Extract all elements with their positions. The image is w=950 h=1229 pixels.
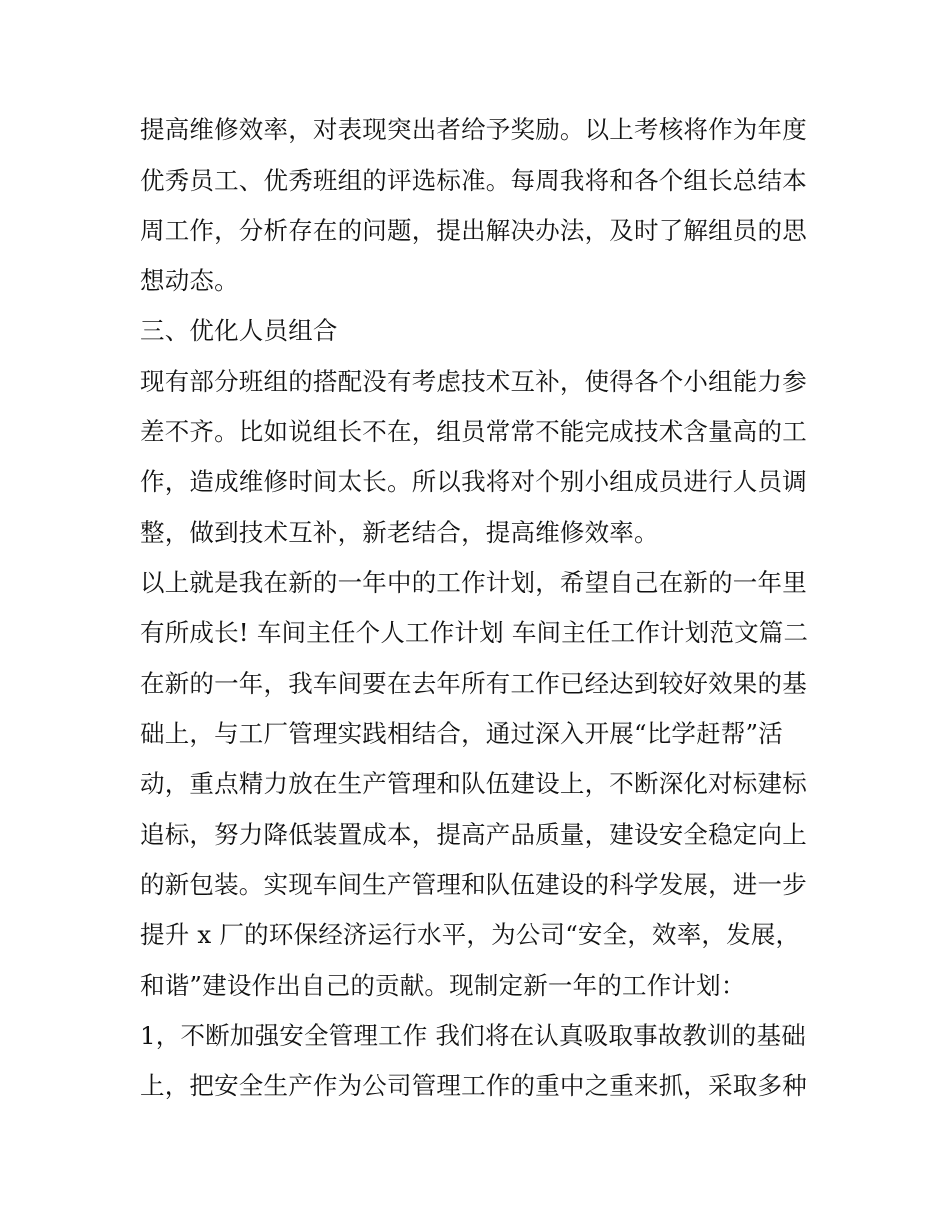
text-line: 差不齐。比如说组长不在，组员常常不能完成技术含量高的工 bbox=[140, 417, 807, 446]
text-line: 周工作，分析存在的问题，提出解决办法，及时了解组员的思 bbox=[140, 216, 807, 245]
text-line: 的新包装。实现车间生产管理和队伍建设的科学发展，进一步 bbox=[140, 870, 807, 899]
text-line: 追标，努力降低装置成本，提高产品质量，建设安全稳定向上 bbox=[140, 820, 807, 849]
text-line: 优秀员工、优秀班组的评选标准。每周我将和各个组长总结本 bbox=[140, 166, 807, 195]
text-line: 以上就是我在新的一年中的工作计划，希望自己在新的一年里 bbox=[140, 568, 807, 597]
text-line: 作，造成维修时间太长。所以我将对个别小组成员进行人员调 bbox=[140, 467, 807, 496]
text-line: 1，不断加强安全管理工作 我们将在认真吸取事故教训的基础 bbox=[140, 1021, 806, 1050]
text-line: 提升 x 厂的环保经济运行水平，为公司“安全，效率，发展， bbox=[140, 920, 801, 949]
text-line: 上，把安全生产作为公司管理工作的重中之重来抓，采取多种 bbox=[140, 1071, 807, 1100]
text-line: 础上，与工厂管理实践相结合，通过深入开展“比学赶帮”活 bbox=[140, 719, 783, 748]
text-line: 和谐”建设作出自己的贡献。现制定新一年的工作计划： bbox=[140, 971, 746, 1000]
text-line: 提高维修效率，对表现突出者给予奖励。以上考核将作为年度 bbox=[140, 115, 807, 144]
section-heading: 三、优化人员组合 bbox=[140, 316, 338, 345]
text-line: 有所成长! 车间主任个人工作计划 车间主任工作计划范文篇二 bbox=[140, 618, 809, 647]
text-line: 动，重点精力放在生产管理和队伍建设上，不断深化对标建标 bbox=[140, 769, 807, 798]
text-line: 现有部分班组的搭配没有考虑技术互补，使得各个小组能力参 bbox=[140, 367, 807, 396]
text-line: 想动态。 bbox=[140, 266, 239, 295]
text-line: 在新的一年，我车间要在去年所有工作已经达到较好效果的基 bbox=[140, 669, 807, 698]
text-line: 整，做到技术互补，新老结合，提高维修效率。 bbox=[140, 518, 659, 547]
